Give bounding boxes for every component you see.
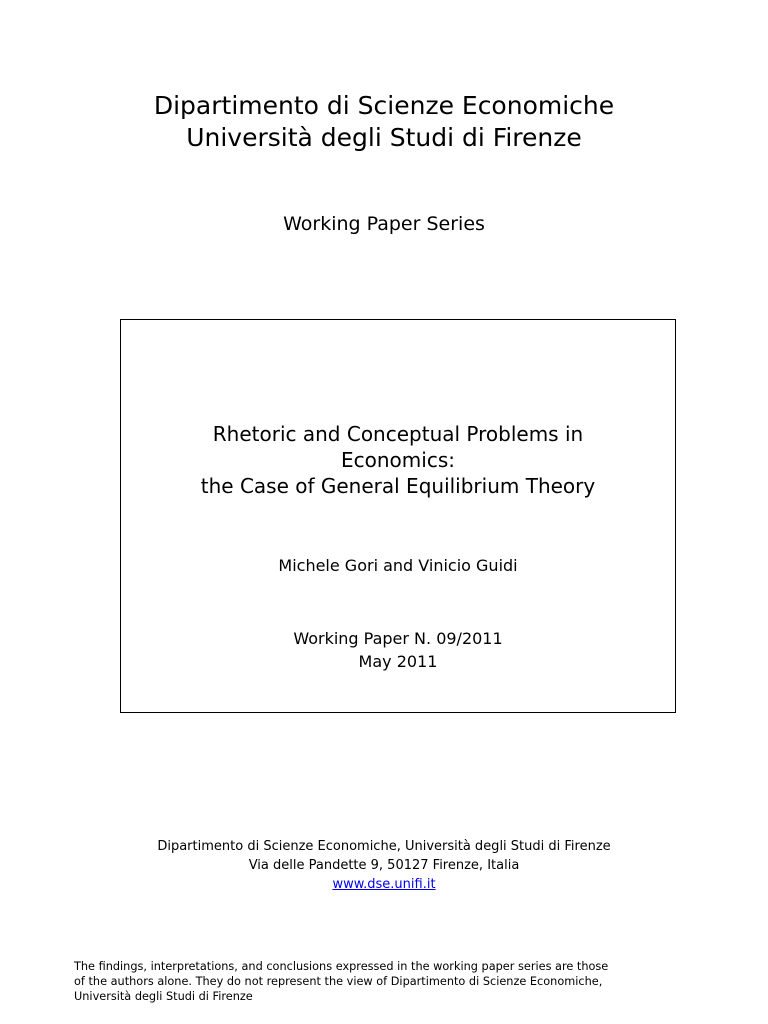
paper-title-line-1: Rhetoric and Conceptual Problems in	[212, 422, 584, 446]
paper-title-line-2: Economics:	[341, 448, 455, 472]
website-link[interactable]: www.dse.unifi.it	[332, 877, 436, 892]
department-name: Dipartimento di Scienze Economiche	[153, 91, 615, 120]
paper-title	[121, 421, 675, 499]
footer-address	[0, 837, 768, 894]
paper-date: May 2011	[358, 652, 438, 671]
working-paper-info	[121, 627, 675, 673]
series-title: Working Paper Series	[283, 213, 485, 235]
paper-info-box	[120, 319, 676, 713]
disclaimer-line-2: of the authors alone. They do not represent the view of Dipartimento di Scienze Economiche,	[74, 975, 603, 988]
university-name: Università degli Studi di Firenze	[186, 123, 582, 152]
disclaimer	[74, 959, 714, 1004]
disclaimer-line-3: Università degli Studi di Firenze	[74, 990, 253, 1003]
footer-address-line-1: Dipartimento di Scienze Economiche, Università degli Studi di Firenze	[157, 839, 611, 854]
working-paper-number: Working Paper N. 09/2011	[293, 629, 503, 648]
paper-title-line-3: the Case of General Equilibrium Theory	[200, 474, 596, 498]
department-header	[0, 90, 768, 154]
footer-address-line-2: Via delle Pandette 9, 50127 Firenze, Italia	[248, 858, 520, 873]
disclaimer-line-1: The findings, interpretations, and conclusions expressed in the working paper series are those	[74, 960, 609, 973]
paper-authors: Michele Gori and Vinicio Guidi	[278, 556, 518, 575]
